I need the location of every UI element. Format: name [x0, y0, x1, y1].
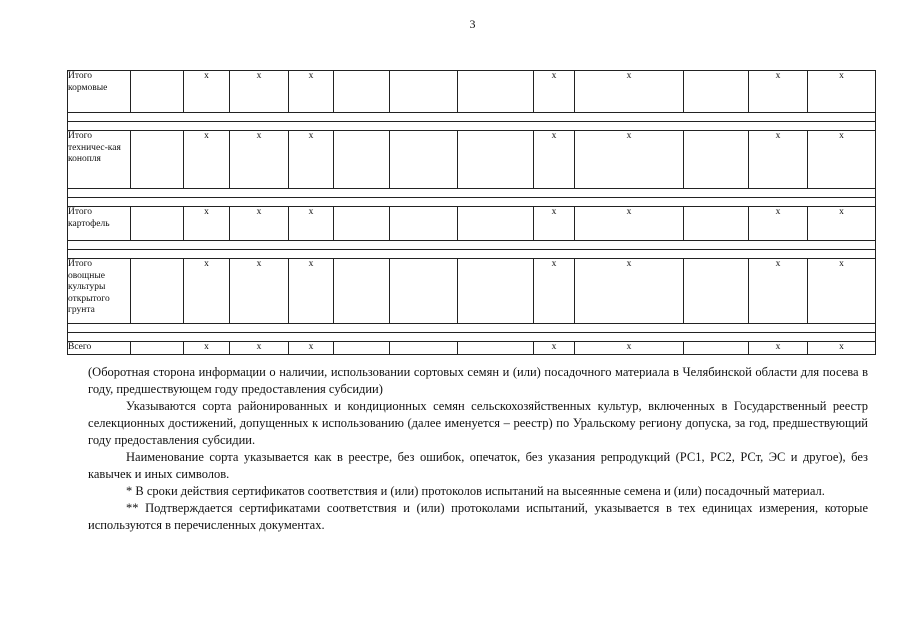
table-cell: [68, 113, 876, 122]
spacer-row: [68, 241, 876, 250]
cell-mark: x: [184, 71, 230, 113]
cell-mark: x: [184, 259, 230, 324]
table-cell: [684, 71, 749, 113]
spacer-row: [68, 250, 876, 259]
cell-mark: x: [289, 342, 334, 355]
table-cell: [390, 259, 458, 324]
note-paragraph: Наименование сорта указывается как в реестре, без ошибок, опечаток, без указания репродукций (РС1, РС2, РСт, ЭС и другое), без кавычек и иных символов.: [88, 450, 868, 481]
table-cell: [68, 250, 876, 259]
spacer-row: [68, 189, 876, 198]
table-cell: [131, 259, 184, 324]
table-cell: [68, 189, 876, 198]
table-cell: [334, 259, 390, 324]
cell-mark: x: [575, 71, 684, 113]
cell-mark: x: [230, 342, 289, 355]
row-label: Всего: [68, 342, 131, 355]
table-row: [68, 342, 876, 355]
cell-mark: x: [289, 259, 334, 324]
table-cell: [68, 122, 876, 131]
table-cell: [390, 342, 458, 355]
cell-mark: x: [808, 259, 876, 324]
table-cell: [390, 71, 458, 113]
table-cell: [684, 342, 749, 355]
cell-mark: x: [230, 131, 289, 189]
cell-mark: x: [749, 342, 808, 355]
spacer-row: [68, 324, 876, 333]
cell-mark: x: [575, 259, 684, 324]
cell-mark: x: [230, 259, 289, 324]
table-cell: [68, 198, 876, 207]
cell-mark: x: [749, 131, 808, 189]
cell-mark: x: [749, 71, 808, 113]
table-row: [68, 207, 876, 241]
note-paragraph: Указываются сорта районированных и кондиционных семян сельскохозяйственных культур, включенных в Государственный реестр селекционных достижений, допущенных к использованию (далее именуется – реестр) по Уральскому региону допуска, за год, предшествующий году предоставления субсидии.: [88, 399, 868, 447]
cell-mark: x: [534, 342, 575, 355]
table-cell: [334, 131, 390, 189]
cell-mark: x: [289, 207, 334, 241]
table-cell: [68, 333, 876, 342]
row-label: Итого техничес-кая конопля: [68, 131, 131, 189]
note-footnote: ** Подтверждается сертификатами соответствия и (или) протоколами испытаний, указывается в тех единицах измерения, которые используются в перечисленных документах.: [88, 501, 868, 532]
table-row: [68, 259, 876, 324]
cell-mark: x: [230, 207, 289, 241]
table-cell: [390, 131, 458, 189]
page-number: 3: [469, 17, 476, 31]
table-cell: [131, 131, 184, 189]
row-label: Итого картофель: [68, 207, 131, 241]
cell-mark: x: [289, 131, 334, 189]
cell-mark: x: [230, 71, 289, 113]
table-cell: [68, 324, 876, 333]
table-cell: [458, 207, 534, 241]
cell-mark: x: [575, 207, 684, 241]
table-cell: [458, 131, 534, 189]
cell-mark: x: [808, 71, 876, 113]
cell-mark: x: [749, 259, 808, 324]
cell-mark: x: [575, 342, 684, 355]
spacer-row: [68, 333, 876, 342]
cell-mark: x: [808, 131, 876, 189]
cell-mark: x: [534, 207, 575, 241]
cell-mark: x: [534, 131, 575, 189]
table-cell: [334, 342, 390, 355]
table-cell: [458, 259, 534, 324]
table-cell: [458, 342, 534, 355]
notes-section: [88, 364, 868, 534]
cell-mark: x: [184, 131, 230, 189]
cell-mark: x: [534, 259, 575, 324]
cell-mark: x: [575, 131, 684, 189]
cell-mark: x: [184, 207, 230, 241]
cell-mark: x: [534, 71, 575, 113]
table-row: [68, 71, 876, 113]
row-label: Итого кормовые: [68, 71, 131, 113]
table-cell: [684, 131, 749, 189]
spacer-row: [68, 122, 876, 131]
table-cell: [68, 241, 876, 250]
note-header: (Оборотная сторона информации о наличии, использовании сортовых семян и (или) посадочного материала в Челябинской области для посева в году, предшествующем году предоставления субсидии): [88, 365, 868, 396]
table-cell: [131, 342, 184, 355]
table-cell: [334, 71, 390, 113]
cell-mark: x: [749, 207, 808, 241]
spacer-row: [68, 113, 876, 122]
table-cell: [334, 207, 390, 241]
data-table: [67, 70, 876, 355]
table-cell: [131, 207, 184, 241]
table-cell: [131, 71, 184, 113]
table-cell: [684, 259, 749, 324]
spacer-row: [68, 198, 876, 207]
table-cell: [684, 207, 749, 241]
cell-mark: x: [184, 342, 230, 355]
table-row: [68, 131, 876, 189]
cell-mark: x: [289, 71, 334, 113]
row-label: Итого овощные культуры открытого грунта: [68, 259, 131, 324]
table-cell: [390, 207, 458, 241]
note-footnote: * В сроки действия сертификатов соответствия и (или) протоколов испытаний на высеянные семена и (или) посадочный материал.: [126, 484, 825, 498]
cell-mark: x: [808, 207, 876, 241]
cell-mark: x: [808, 342, 876, 355]
table-cell: [458, 71, 534, 113]
